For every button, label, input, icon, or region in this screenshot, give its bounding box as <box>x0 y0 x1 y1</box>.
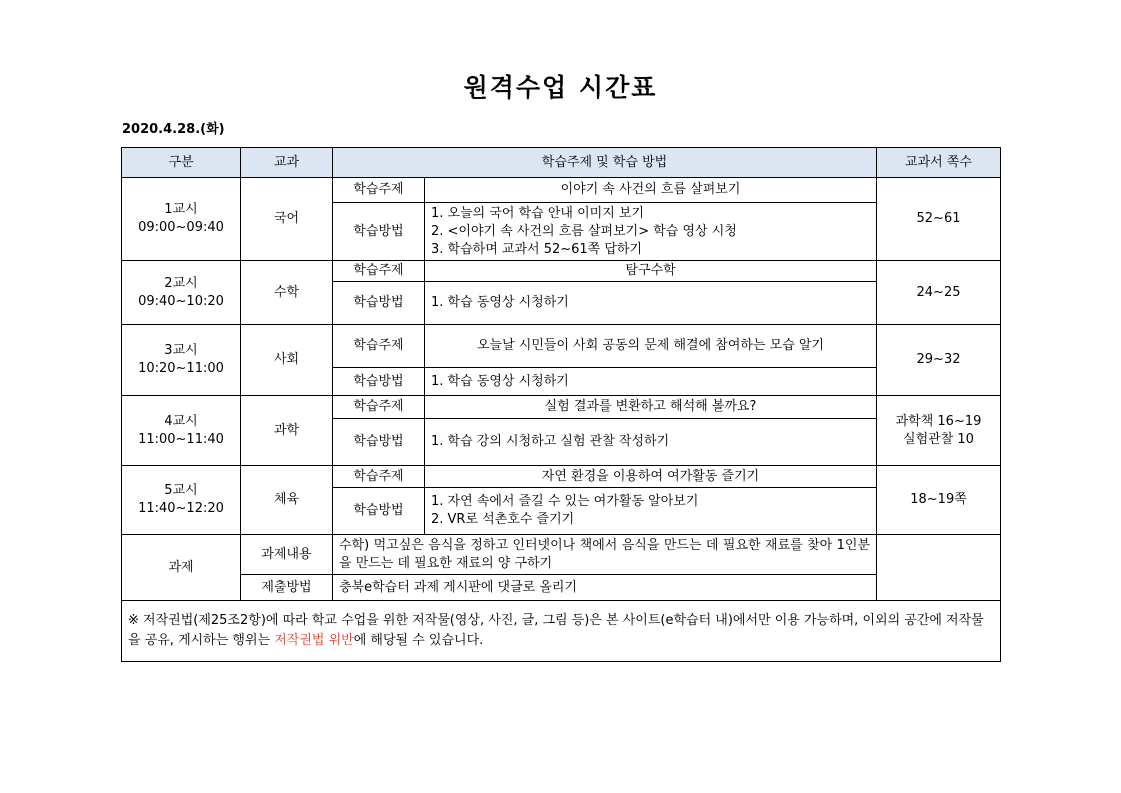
table-row <box>122 466 1001 488</box>
pages-value: 24~25 <box>916 284 961 300</box>
topic-text: 오늘날 시민들이 사회 공동의 문제 해결에 참여하는 모습 알기 <box>425 325 877 368</box>
subject-cell: 과학 <box>241 396 333 466</box>
period-label: 4교시 <box>164 413 198 429</box>
pages-cell <box>877 466 1001 535</box>
table-row <box>122 261 1001 282</box>
topic-label: 학습주제 <box>333 466 425 488</box>
method-text <box>425 203 877 261</box>
pages-cell <box>877 261 1001 325</box>
notice-highlight: 저작권법 위반 <box>274 633 354 648</box>
period-time: 10:20~11:00 <box>138 361 224 376</box>
pages-value: 과학책 16~19 <box>895 413 982 429</box>
method-item: 1. 자연 속에서 즐길 수 있는 여가활동 알아보기 <box>431 494 699 509</box>
assignment-content: 수학) 먹고싶은 음식을 정하고 인터넷이나 책에서 음식을 만드는 데 필요한 재료를 찾아 1인분을 만드는 데 필요한 재료의 양 구하기 <box>333 535 877 575</box>
assignment-label: 과제 <box>122 535 241 601</box>
method-item: 3. 학습하며 교과서 52~61쪽 답하기 <box>431 241 643 257</box>
period-time: 11:00~11:40 <box>138 431 224 447</box>
pages-value: 18~19쪽 <box>910 492 967 507</box>
header-row <box>122 148 1001 178</box>
pages-cell <box>877 396 1001 466</box>
assignment-content-label: 과제내용 <box>241 535 333 575</box>
method-item: 2. <이야기 속 사건의 흐름 살펴보기> 학습 영상 시청 <box>431 223 737 239</box>
topic-label: 학습주제 <box>333 261 425 282</box>
table-row <box>122 396 1001 419</box>
assignment-row <box>122 535 1001 575</box>
method-label: 학습방법 <box>333 488 425 535</box>
period-label: 2교시 <box>164 275 198 291</box>
period-time: 09:00~09:40 <box>138 220 224 235</box>
method-item: 1. 학습 동영상 시청하기 <box>431 373 569 389</box>
pages-cell <box>877 178 1001 261</box>
assignment-pages-cell <box>877 535 1001 601</box>
timetable <box>121 147 1001 662</box>
topic-label: 학습주제 <box>333 178 425 203</box>
table-row <box>122 325 1001 368</box>
pages-value: 실험관찰 10 <box>903 431 974 447</box>
method-text <box>425 282 877 325</box>
pages-value: 29~32 <box>916 352 961 367</box>
subject-cell: 수학 <box>241 261 333 325</box>
method-text <box>425 488 877 535</box>
period-time: 09:40~10:20 <box>138 293 224 309</box>
notice-row <box>122 601 1001 662</box>
period-time: 11:40~12:20 <box>138 501 224 516</box>
period-label: 3교시 <box>164 343 198 358</box>
subject-cell: 사회 <box>241 325 333 396</box>
method-item: 2. VR로 석촌호수 즐기기 <box>431 512 575 527</box>
assignment-submit-label: 제출방법 <box>241 575 333 601</box>
method-label: 학습방법 <box>333 419 425 466</box>
period-cell <box>122 325 241 396</box>
topic-text: 자연 환경을 이용하여 여가활동 즐기기 <box>425 466 877 488</box>
method-item: 1. 학습 동영상 시청하기 <box>431 295 569 310</box>
pages-value: 52~61 <box>916 211 961 226</box>
topic-text: 탐구수학 <box>425 261 877 282</box>
topic-label: 학습주제 <box>333 325 425 368</box>
page-title: 원격수업 시간표 <box>463 73 658 102</box>
method-text <box>425 368 877 396</box>
topic-text: 실험 결과를 변환하고 해석해 볼까요? <box>425 396 877 419</box>
method-text <box>425 419 877 466</box>
topic-text: 이야기 속 사건의 흐름 살펴보기 <box>425 178 877 203</box>
subject-cell: 국어 <box>241 178 333 261</box>
subject-cell: 체육 <box>241 466 333 535</box>
period-cell <box>122 466 241 535</box>
header-subject: 교과 <box>241 148 333 178</box>
notice-text: ※ 저작권법(제25조2항)에 따라 학교 수업을 위한 저작물(영상, 사진, 글, 그림 등)은 본 사이트(e학습터 내)에서만 이용 가능하며, 이외의 공간에 저작물을 공유, 게시하는 행위는 <box>128 613 984 648</box>
notice-text-end: 에 해당될 수 있습니다. <box>353 633 484 648</box>
method-item: 1. 학습 강의 시청하고 실험 관찰 작성하기 <box>431 434 670 449</box>
period-label: 5교시 <box>164 483 198 498</box>
header-textbook-pages: 교과서 쪽수 <box>877 148 1001 178</box>
header-topic-method: 학습주제 및 학습 방법 <box>333 148 877 178</box>
period-cell <box>122 178 241 261</box>
period-label: 1교시 <box>164 202 198 217</box>
method-label: 학습방법 <box>333 203 425 261</box>
method-item: 1. 오늘의 국어 학습 안내 이미지 보기 <box>431 205 645 221</box>
period-cell <box>122 261 241 325</box>
pages-cell <box>877 325 1001 396</box>
assignment-submit: 충북e학습터 과제 게시판에 댓글로 올리기 <box>333 575 877 601</box>
header-category: 구분 <box>122 148 241 178</box>
copyright-notice <box>122 601 1001 662</box>
topic-label: 학습주제 <box>333 396 425 419</box>
assignment-row <box>122 575 1001 601</box>
table-row <box>122 178 1001 203</box>
period-cell <box>122 396 241 466</box>
document-date: 2020.4.28.(화) <box>122 122 225 137</box>
method-label: 학습방법 <box>333 282 425 325</box>
method-label: 학습방법 <box>333 368 425 396</box>
